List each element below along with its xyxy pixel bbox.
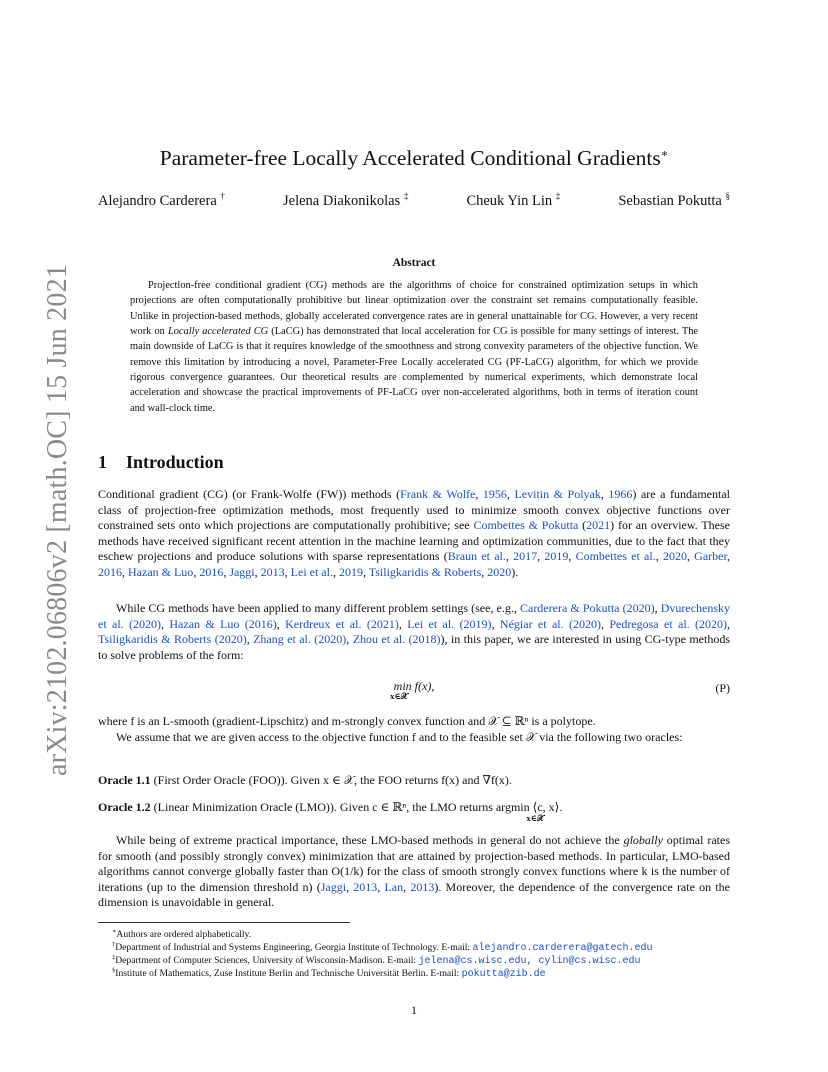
oracle-first-order — [98, 773, 730, 789]
author — [466, 191, 560, 210]
citation-link[interactable]: 2016 — [98, 564, 122, 579]
abstract-italic: Locally accelerated CG — [167, 326, 269, 338]
text: , — [193, 564, 200, 579]
footnote-text: Department of Computer Sciences, University of Wisconsin-Madison. E-mail: — [115, 955, 419, 967]
argmin-subscript: x∈𝒳 — [526, 813, 545, 823]
text: , — [377, 879, 385, 894]
author-footnote-mark: ‡ — [403, 191, 409, 201]
email-link[interactable]: pokutta@zib.de — [461, 969, 546, 981]
citation-link[interactable]: Levitin & Polyak — [514, 487, 601, 501]
text: , — [161, 616, 170, 631]
display-equation — [98, 679, 730, 709]
title-text: Parameter-free Locally Accelerated Conditional Gradients — [159, 146, 661, 170]
citation-link[interactable]: Hazan & Luo — [128, 564, 194, 579]
abstract-part: Projection-free conditional gradient (CG) methods are the algorithms of choice for constrained optimization setups in which projections are often computationally prohibitive but linear optimization over the constraint set remains computationally feasible. Unlike in projection-based methods, globally accelerated convergence rates are in general unattainable for CG. However, a very recent work on — [130, 280, 698, 338]
citation-link[interactable]: Kerdreux et al. (2021) — [285, 616, 399, 631]
text-italic: globally — [623, 833, 663, 847]
abstract-part: (LaCG) has demonstrated that local acceleration for CG is possible for many settings of interest. The main downside of LaCG is that it requires knowledge of the smoothness and strong convexity parameters of the objective function. We remove this limitation by introducing a novel, Parameter-Free Locally accelerated CG (PF-LaCG) algorithm, for which we provide rigorous convergence guarantees. Our theoretical results are complemented by numerical experiments, which demonstrate local acceleration and showcase the practical improvements of PF-LaCG over non-accelerated algorithms, both in terms of iteration count and wall-clock time. — [130, 326, 699, 414]
text: , — [655, 549, 663, 563]
text: Conditional gradient (CG) (or Frank-Wolfe (FW)) methods ( — [98, 487, 401, 501]
equation-expression — [98, 679, 730, 702]
text: , — [505, 549, 514, 563]
author-footnote-mark: ‡ — [555, 191, 561, 201]
author-footnote-mark: § — [725, 191, 730, 201]
author — [283, 191, 408, 210]
text: , — [122, 564, 128, 579]
citation-link[interactable]: Garber — [694, 549, 728, 563]
footnote — [112, 964, 732, 981]
citation-link[interactable]: Zhang et al. (2020) — [253, 632, 347, 646]
text: ) for an overview. These methods have received significant recent attention in the machine learning and optimization communities, due to the fact that they eschew projections and produce solutions with sparse representations ( — [98, 518, 730, 563]
email-link[interactable]: alejandro.carderera@gatech.edu — [472, 943, 653, 955]
footnote-mark: ‡ — [112, 954, 116, 961]
author — [618, 191, 730, 210]
arxiv-identifier: arXiv:2102.06806v2 [math.OC] 15 Jun 2021 — [42, 264, 73, 776]
citation-link[interactable]: 2020 — [487, 564, 512, 579]
oracle-label: Oracle 1.2 — [98, 800, 151, 814]
text: , — [491, 616, 500, 631]
text: , — [362, 564, 369, 579]
citation-link[interactable]: 1956 — [482, 487, 507, 501]
text: , — [284, 564, 291, 579]
text: While CG methods have been applied to many different problem settings (see, e.g., — [116, 601, 520, 615]
citation-link[interactable]: Jaggi — [320, 879, 347, 894]
equation-body: min f(x), — [393, 679, 435, 693]
citation-link[interactable]: Lan — [384, 879, 404, 894]
citation-link[interactable]: Braun et al. — [447, 549, 506, 563]
paragraph-assumptions: where f is an L-smooth (gradient-Lipschitz) and m-strongly convex function and 𝒳 ⊆ ℝⁿ is a polytope. — [98, 714, 596, 728]
citation-link[interactable]: Hazan & Luo (2016) — [169, 616, 277, 631]
footnote-text: Authors are ordered alphabetically. — [116, 929, 252, 941]
text: , — [246, 632, 254, 646]
citation-link[interactable]: Jaggi — [229, 564, 255, 579]
text: , — [727, 616, 731, 631]
paper-title — [0, 146, 828, 171]
section-title: Introduction — [126, 452, 224, 472]
citation-link[interactable]: 2021 — [586, 518, 611, 532]
citation-link[interactable]: Lei et al. (2019) — [407, 616, 492, 631]
citation-link[interactable]: 2013 — [260, 564, 285, 579]
author-list — [98, 191, 730, 210]
text: , — [223, 564, 230, 579]
footnote-mark: ∗ — [112, 928, 117, 935]
text: ) are a fundamental class of projection-free optimization methods, most frequently used to minimize smooth convex objective functions over constrained sets onto which projections are computationally prohibitive; see — [98, 487, 731, 532]
text: , — [481, 564, 488, 579]
citation-link[interactable]: Tsiligkaridis & Roberts (2020) — [98, 632, 247, 646]
text: , — [600, 616, 610, 631]
citation-link[interactable]: 2020 — [662, 549, 687, 563]
oracle-name: (Linear Minimization Oracle (LMO)). — [150, 800, 337, 814]
oracle-label: Oracle 1.1 — [98, 773, 151, 787]
citation-link[interactable]: 2013 — [353, 879, 378, 894]
text: ), in this paper, we are interested in using CG-type methods to solve problems of the form: — [98, 632, 731, 662]
paragraph-rates — [98, 833, 730, 911]
text: optimal rates for smooth (and possibly strongly convex) minimization that are attained by projection-based methods. In particular, LMO-based algorithms cannot converge globally faster than O(1/k) for the class of smooth strongly convex functions where k is the number of iterations (up to the dimension threshold n) ( — [98, 833, 730, 894]
author-footnote-mark: † — [220, 191, 225, 201]
author-name: Alejandro Carderera — [98, 192, 217, 209]
author-name: Cheuk Yin Lin — [466, 192, 553, 209]
author — [98, 191, 225, 210]
text: , — [276, 616, 286, 631]
text: , — [727, 549, 731, 563]
citation-link[interactable]: 2019 — [338, 564, 363, 579]
footnote-text: Department of Industrial and Systems Engineering, Georgia Institute of Technology. E-mail: — [115, 942, 473, 954]
oracle-name: (First Order Oracle (FOO)). — [150, 773, 288, 787]
oracle-linear-minimization — [98, 800, 730, 823]
citation-link[interactable]: Frank & Wolfe — [400, 487, 476, 501]
text: , — [475, 487, 483, 501]
text: , — [403, 879, 411, 894]
equation-tag: (P) — [715, 681, 730, 695]
text: , — [332, 564, 339, 579]
footnote-divider — [98, 922, 350, 923]
citation-link[interactable]: Pedregosa et al. (2020) — [609, 616, 728, 631]
section-heading — [98, 452, 224, 473]
text: ( — [578, 518, 587, 532]
author-name: Jelena Diakonikolas — [283, 192, 401, 209]
text: , — [686, 549, 695, 563]
text: , — [346, 879, 354, 894]
citation-link[interactable]: Carderera & Pokutta (2020) — [519, 601, 655, 615]
text: ). — [511, 564, 519, 579]
title-footnote-mark: ∗ — [660, 147, 669, 160]
equation-subscript: x∈𝒳 — [390, 691, 408, 701]
text: , — [346, 632, 353, 646]
text: ). Moreover, the dependence of the convergence rate on the dimension is unavoidable in general. — [98, 879, 730, 909]
citation-link[interactable]: 2013 — [410, 879, 435, 894]
author-name: Sebastian Pokutta — [618, 192, 722, 209]
email-link[interactable]: jelena@cs.wisc.edu, cylin@cs.wisc.edu — [418, 956, 641, 968]
citation-link[interactable]: 1966 — [608, 487, 633, 501]
text: , — [506, 487, 515, 501]
abstract-heading: Abstract — [392, 257, 436, 269]
text: , — [568, 549, 576, 563]
text: , — [600, 487, 609, 501]
footnote-mark: † — [112, 941, 116, 948]
page-number: 1 — [411, 1003, 417, 1017]
citation-link[interactable]: Tsiligkaridis & Roberts — [368, 564, 482, 579]
text: , — [254, 564, 261, 579]
citation-link[interactable]: 2017 — [513, 549, 538, 563]
citation-link[interactable]: Dvurechensky et al. (2020) — [98, 601, 731, 631]
citation-link[interactable]: Combettes et al. — [575, 549, 656, 563]
abstract-text — [130, 278, 698, 416]
text: While being of extreme practical importance, these LMO-based methods in general do not achieve the — [116, 833, 624, 847]
citation-link[interactable]: Négiar et al. (2020) — [499, 616, 601, 631]
citation-link[interactable]: Zhou et al. (2018) — [352, 632, 441, 646]
text: , — [654, 601, 661, 615]
text: , — [537, 549, 545, 563]
paragraph-problem — [98, 601, 730, 663]
footnote-text: Institute of Mathematics, Zuse Institute Berlin and Technische Universität Berlin. E-mail: — [115, 968, 462, 980]
footnote-mark: § — [112, 967, 116, 974]
paragraph-oracles-intro: We assume that we are given access to the objective function f and to the feasible set 𝒳 via the following two oracles: — [116, 730, 683, 744]
oracle-text: Given c ∈ ℝⁿ, the LMO returns argmin ⟨c, x⟩. — [336, 800, 563, 814]
citation-link[interactable]: Lei et al. — [290, 564, 333, 579]
citation-link[interactable]: Combettes & Pokutta — [473, 518, 579, 532]
oracle-text: Given x ∈ 𝒳, the FOO returns f(x) and ∇f(x). — [287, 773, 512, 787]
section-number: 1 — [98, 452, 107, 472]
text: , — [398, 616, 408, 631]
citation-link[interactable]: 2016 — [199, 564, 224, 579]
citation-link[interactable]: 2019 — [544, 549, 569, 563]
paragraph-intro — [98, 487, 730, 580]
